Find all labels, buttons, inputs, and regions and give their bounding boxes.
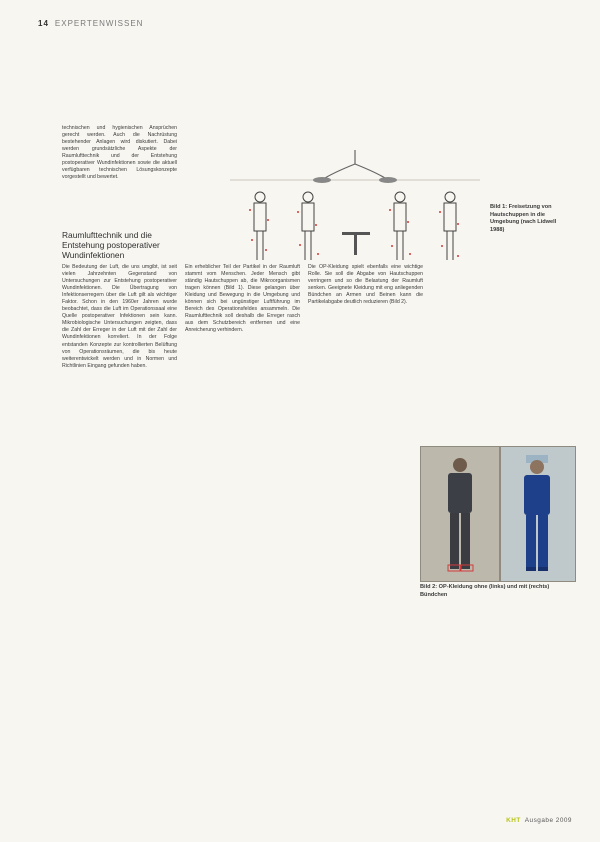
person-in-scrubs-without-cuffs [421, 447, 499, 581]
column-2-text: Ein erheblicher Teil der Partikel in der Raumluft stammt vom Menschen. Jeder Mensch gibt ständig Hautschuppen ab, die Mikroorganismen tragen können (Bild 1). Diese gelangen über Kleidung und Bewegung in die Umgebung und können sich bei ungünstiger Luftführung im Bereich des Operationsfeldes ansammeln. Die Raumlufttechnik soll deshalb die Erreger rasch aus dem Schutzbereich entfernen und eine Anreicherung verhindern. [185, 264, 300, 334]
magazine-name: KHT [506, 817, 521, 824]
page-number: 14 [38, 18, 49, 28]
column-3-text: Die OP-Kleidung spielt ebenfalls eine wichtige Rolle. Sie soll die Abgabe von Hautschuppen verringern und so die Belastung der Raumluft senken. Geeignete Kleidung mit eng anliegenden Bündchen an Armen und Beinen kann die Partikelabgabe deutlich reduzieren (Bild 2). [308, 264, 423, 306]
figure-1-illustration [230, 150, 480, 285]
column-1 [62, 264, 177, 370]
section-title: EXPERTENWISSEN [54, 18, 144, 28]
intro-paragraph: technischen und hygienischen Ansprüchen gerecht werden. Auch die Nachrüstung bestehender Anlagen wird diskutiert. Dabei werden grundsätzliche Aspekte der Raumlufttechnik und der Entstehung postoperativer Wundinfektionen sowie die aktuell verfügbaren technischen Lösungskonzepte vorgestellt und bewertet. [62, 125, 177, 181]
intro-text [62, 125, 177, 181]
section-heading: Raumlufttechnik und die Entstehung postoperativer Wundinfektionen [62, 230, 160, 260]
figure-1-caption: Bild 1: Freisetzung von Hautschuppen in die Umgebung (nach Lidwell 1988) [490, 204, 557, 233]
issue-label: Ausgabe 2009 [524, 817, 572, 824]
figure-2-caption: Bild 2: OP-Kleidung ohne (links) und mit (rechts) Bündchen [420, 584, 550, 598]
person-in-scrubs-with-cuffs [501, 447, 575, 581]
operating-room-illustration [230, 150, 480, 285]
figure-2-photo-left [420, 446, 500, 582]
running-head [38, 16, 143, 30]
column-1-text: Die Bedeutung der Luft, die uns umgibt, ist seit vielen Jahrzehnten Gegenstand von Untersuchungen zur Entstehung postoperativer Wundinfektionen. Die Übertragung von Infektionserregern über die Luft gilt als wichtiger Faktor. Schon in den 1960er Jahren wurde beobachtet, dass die Luft im Operationssaal eine Quelle postoperativer Infektionen sein kann. Mikrobiologische Untersuchungen zeigten, dass die Zahl der Erreger in der Luft mit der Zahl der Wundinfektionen korreliert. In der Folge entstanden Konzepte zur kontrollierten Belüftung von Operationsräumen, die bis heute weiterentwickelt werden und in Normen und Richtlinien Eingang gefunden haben. [62, 264, 177, 369]
page-footer [506, 817, 572, 824]
figure-2-photo-right [500, 446, 576, 582]
